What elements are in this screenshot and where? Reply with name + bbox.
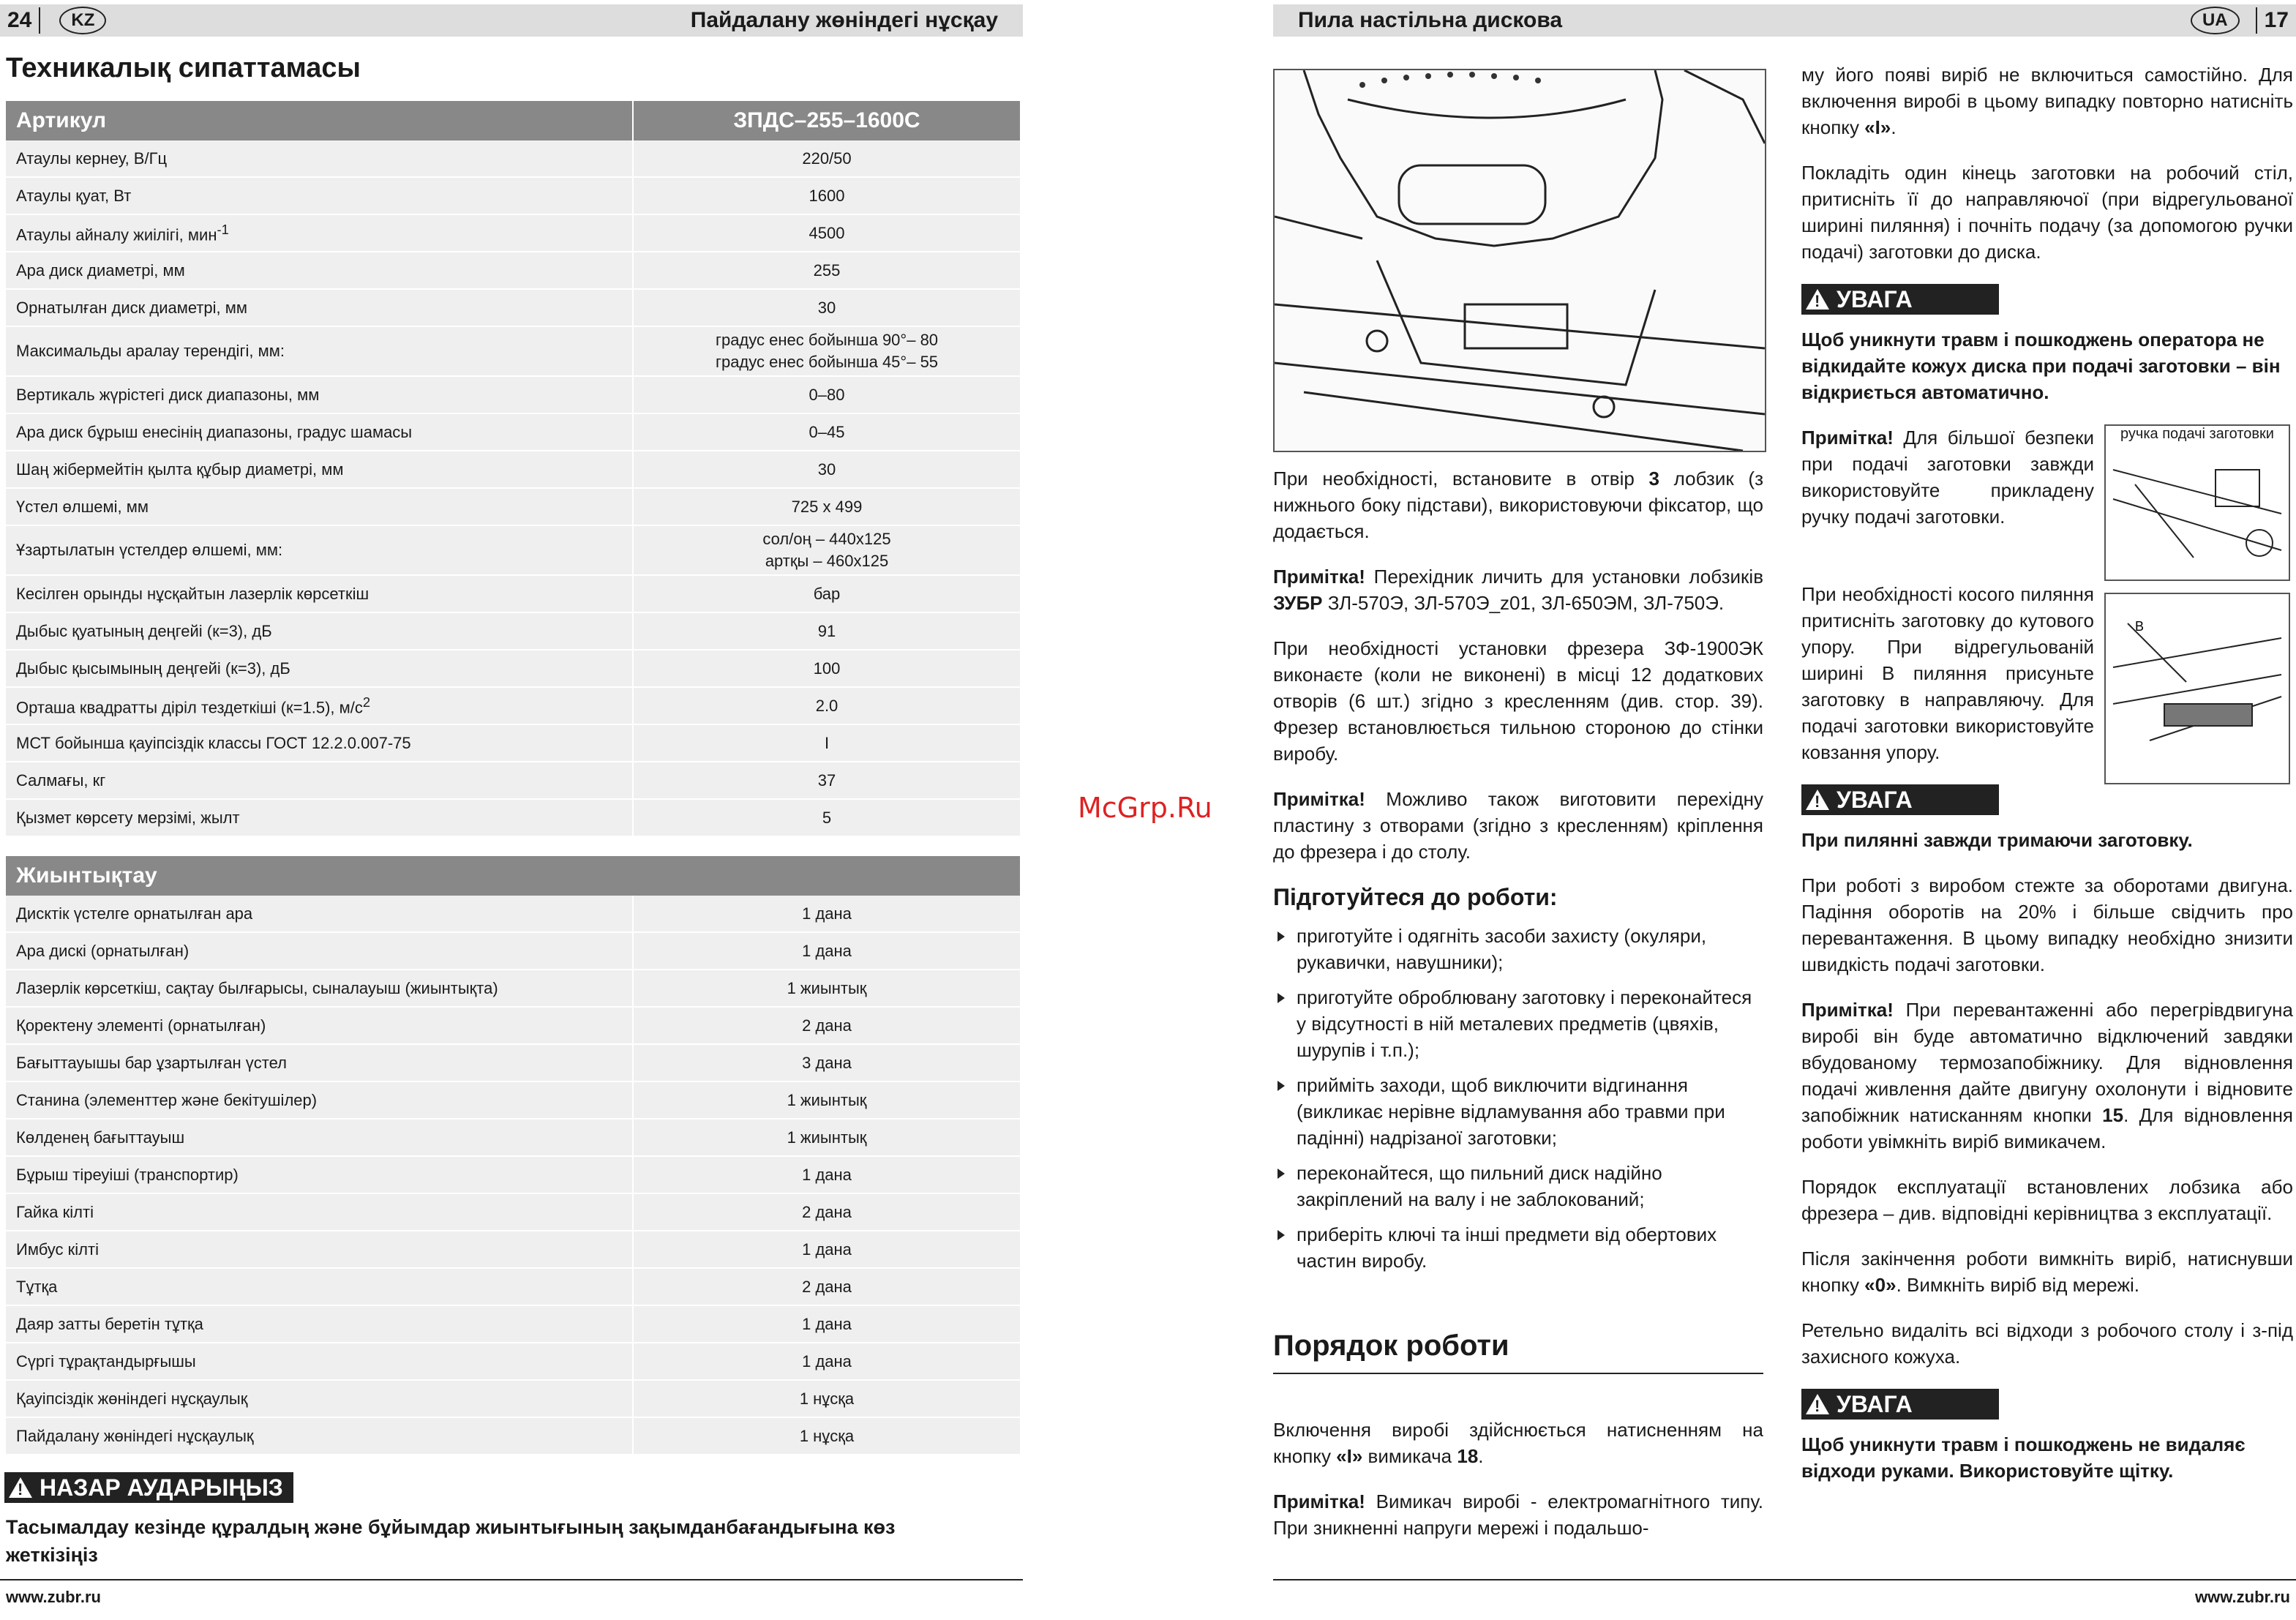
- watermark-text: McGrp.Ru: [1078, 792, 1212, 824]
- paragraph: му його появі виріб не включиться самостійно. Для включення виробі в цьому випадку повторно натисніть кнопку «I».: [1801, 64, 2293, 138]
- spec-label: [6, 575, 633, 612]
- kit-label: [6, 1231, 633, 1268]
- spec-label: [6, 376, 633, 413]
- spec-label-text: Шаң жібермейтін қылта құбыр диаметрі, мм: [16, 460, 344, 479]
- spec-value-text: 220/50: [802, 149, 852, 168]
- kit-label: [6, 1268, 633, 1305]
- spec-row: [6, 413, 1020, 451]
- spec-value-text: 0–45: [809, 422, 845, 441]
- spec-value: [633, 488, 1020, 525]
- kit-value-text: 3 дана: [802, 1053, 852, 1072]
- kit-value: [633, 1193, 1020, 1231]
- spec-value: [633, 214, 1020, 252]
- spec-row: [6, 214, 1020, 252]
- spec-label-text: Атаулы кернеу, В/Гц: [16, 149, 168, 168]
- superscript: -1: [217, 221, 229, 237]
- kit-value: [633, 1007, 1020, 1044]
- spec-value-text: сол/оң – 440х125: [762, 530, 891, 548]
- kit-label-text: Қоректену элементі (орнатылған): [16, 1016, 266, 1035]
- spec-value: [633, 650, 1020, 687]
- kit-label: [6, 1343, 633, 1380]
- kit-row: [6, 1007, 1020, 1044]
- lang-badge: UA: [2191, 7, 2240, 34]
- spec-row: [6, 525, 1020, 575]
- spec-value-text: 4500: [809, 223, 845, 242]
- spec-row: [6, 177, 1020, 214]
- left-footer[interactable]: www.zubr.ru: [6, 1588, 101, 1606]
- kit-value-text: 1 дана: [802, 1165, 852, 1184]
- kit-label-text: Ара дискі (орнатылған): [16, 941, 190, 960]
- spec-label-text: МСТ бойынша қауіпсіздік классы ГОСТ 12.2.0.007-75: [16, 733, 411, 752]
- kit-label: [6, 1156, 633, 1193]
- spec-label: [6, 488, 633, 525]
- spec-label-text: Орташа квадратты діріл тездеткіші (к=1.5), м/с: [16, 698, 363, 717]
- kit-value: [633, 1417, 1020, 1455]
- paragraph: При роботі з виробом стежте за оборотами двигуна. Падіння оборотів на 20% і більше свідчить про перевантаження. В цьому випадку необхідно знизити швидкість подачі заготовки.: [1801, 874, 2293, 975]
- kit-value: [633, 1044, 1020, 1081]
- paragraph-note: Примітка! Можливо також виготовити перехідну пластину з отворами (згідно з кресленням) кріплення до фрезера і до столу.: [1273, 788, 1763, 863]
- kit-value: [633, 1081, 1020, 1119]
- warning-label: НАЗАР АУДАРЫҢЫЗ: [40, 1474, 283, 1501]
- kit-label-text: Бұрыш тіреуіші (транспортир): [16, 1165, 239, 1184]
- kit-table: [6, 856, 1020, 1455]
- kit-value: [633, 932, 1020, 970]
- kit-value-text: 2 дана: [802, 1016, 852, 1035]
- spec-label-text: Дыбыс қуатының деңгейі (к=3), дБ: [16, 621, 272, 640]
- spec-value-text: 5: [822, 808, 832, 827]
- kit-label: [6, 970, 633, 1007]
- feed-handle-figure: [2104, 424, 2290, 581]
- kit-label: [6, 896, 633, 932]
- spec-row: [6, 799, 1020, 836]
- kit-label: [6, 1305, 633, 1343]
- spec-table: [6, 101, 1020, 837]
- warning-icon: [9, 1477, 32, 1498]
- right-footer[interactable]: www.zubr.ru: [2195, 1588, 2290, 1606]
- kit-value: [633, 970, 1020, 1007]
- left-page: [0, 0, 1023, 1617]
- figure-caption: ручка подачі заготовки: [2106, 426, 2289, 443]
- kit-value-text: 1 жиынтық: [787, 1090, 867, 1109]
- kit-value-text: 1 нұсқа: [799, 1389, 855, 1408]
- spec-value-text: 255: [813, 260, 841, 280]
- spec-label: [6, 289, 633, 326]
- kit-value: [633, 1156, 1020, 1193]
- spec-value: [633, 724, 1020, 762]
- spec-row: [6, 612, 1020, 650]
- warning-badge: ! УВАГА: [1801, 284, 1999, 315]
- figure-label-b: В: [2135, 619, 2145, 634]
- spec-value-text: градус енес бойынша 90°– 80: [715, 331, 939, 349]
- kit-label-text: Дисктік үстелге орнатылған ара: [16, 904, 253, 923]
- feed-handle-illustration: [2106, 426, 2289, 580]
- right-footer-rule: [1273, 1579, 2296, 1580]
- spec-label-text: Ұзартылатын үстелдер өлшемі, мм:: [16, 541, 283, 559]
- spec-value-text: градус енес бойынша 45°– 55: [715, 353, 939, 371]
- spec-value-text: 37: [817, 770, 836, 790]
- left-warning: [4, 1472, 293, 1503]
- kit-value-text: 1 дана: [802, 1351, 852, 1370]
- spec-label: [6, 724, 633, 762]
- spec-value-text: 725 х 499: [791, 497, 863, 516]
- spec-value: [633, 140, 1020, 177]
- spec-row: [6, 376, 1020, 413]
- spec-value: [633, 687, 1020, 724]
- spec-label: [6, 612, 633, 650]
- spec-row: [6, 451, 1020, 488]
- prep-list: [1273, 923, 1763, 1274]
- warning-text: Щоб уникнути травм і пошкоджень оператора не відкидайте кожух диска при подачі заготовки – він відкриється автоматично.: [1801, 329, 2281, 403]
- spec-label-text: Дыбыс қысымының деңгейі (к=3), дБ: [16, 659, 290, 678]
- kit-label-text: Тұтқа: [16, 1277, 58, 1296]
- jigsaw-figure: [1273, 69, 1766, 452]
- list-item: приготуйте оброблювану заготовку і переконайтеся у відсутності в ній металевих предметів (цвяхів, шурупів і т.п.);: [1273, 984, 1763, 1063]
- spec-value-text: бар: [813, 584, 841, 603]
- warning-icon: [1806, 1394, 1829, 1414]
- right-header: [1273, 4, 2296, 37]
- spec-row: [6, 488, 1020, 525]
- miter-illustration: [2106, 594, 2289, 783]
- list-item: переконайтеся, що пильний диск надійно закріплений на валу і не заблокований;: [1273, 1160, 1763, 1212]
- kit-label: [6, 932, 633, 970]
- spec-label: [6, 413, 633, 451]
- kit-row: [6, 1193, 1020, 1231]
- spec-row: [6, 289, 1020, 326]
- right-page: [1273, 0, 2296, 1617]
- paragraph: Після закінчення роботи вимкніть виріб, натиснувши кнопку «0». Вимкніть виріб від мережі.: [1801, 1248, 2293, 1296]
- page-number: 17: [2264, 8, 2289, 32]
- spec-value: [633, 525, 1020, 575]
- paragraph: При необхідності косого пиляння притисніть заготовку до кутового упору. При відрегульованій ширині В пиляння присуньте заготовку в направляючу. Для подачі заготовки використовуйте ковзання упору.: [1801, 583, 2094, 763]
- kit-row: [6, 1417, 1020, 1455]
- kit-row: [6, 932, 1020, 970]
- spec-row: [6, 687, 1020, 724]
- header-title: Пила настільна дискова: [1298, 8, 1563, 32]
- right-column-1: [1273, 465, 1763, 1560]
- warning-badge: ! УВАГА: [1801, 784, 1999, 815]
- kit-label-text: Сүргі тұрақтандырғышы: [16, 1351, 196, 1370]
- header-divider: [39, 7, 40, 34]
- spec-label: [6, 140, 633, 177]
- kit-label-text: Пайдалану жөніндегі нұсқаулық: [16, 1426, 254, 1445]
- warning-text: Щоб уникнути травм і пошкоджень не видаляє відходи руками. Використовуйте щітку.: [1801, 1433, 2246, 1482]
- spec-value-text: 30: [817, 460, 836, 479]
- spec-value: [633, 177, 1020, 214]
- kit-row: [6, 1044, 1020, 1081]
- list-item: прийміть заходи, щоб виключити відгинання (викликає нерівне відламування або травми при падінні) надрізаної заготовки;: [1273, 1072, 1763, 1151]
- superscript: 2: [362, 694, 371, 710]
- spec-header-model: ЗПДС–255–1600С: [633, 101, 1020, 140]
- paragraph-note: Примітка! Перехідник личить для установки лобзиків ЗУБР ЗЛ-570Э, ЗЛ-570Э_z01, ЗЛ-650ЭМ, ЗЛ-750Э.: [1273, 566, 1763, 614]
- spec-value: [633, 451, 1020, 488]
- kit-label-text: Гайка кілті: [16, 1202, 94, 1221]
- spec-label-text: Салмағы, кг: [16, 770, 106, 790]
- kit-value-text: 2 дана: [802, 1202, 852, 1221]
- note-with-figure: [1801, 424, 2293, 581]
- spec-row: [6, 326, 1020, 376]
- paragraph-note: Примітка! При перевантаженні або перегрівдвигуна виробі він буде автоматично відключений завдяки вбудованому термозапобіжнику. Для відновлення подачі живлення дайте двигуну охолонути і відновите запобіжник натисканням кнопки 15. Для відновлення роботи увімкніть виріб вимикачем.: [1801, 999, 2294, 1152]
- kit-label: [6, 1081, 633, 1119]
- spec-value: [633, 289, 1020, 326]
- spec-label: [6, 687, 633, 724]
- kit-value: [633, 1119, 1020, 1156]
- kit-value-text: 1 дана: [802, 941, 852, 960]
- paragraph: При необхідності, встановите в отвір 3 лобзик (з нижнього боку підстави), використовуючи фіксатор, що додається.: [1273, 468, 1763, 542]
- kit-value-text: 1 жиынтық: [787, 1128, 867, 1147]
- kit-row: [6, 1119, 1020, 1156]
- kit-row: [6, 1268, 1020, 1305]
- spec-label: [6, 525, 633, 575]
- spec-label-text: Максимальды аралау терендігі, мм:: [16, 342, 285, 360]
- spec-value-text: I: [824, 733, 830, 752]
- spec-row: [6, 762, 1020, 799]
- spec-label-text: Ара диск бұрыш енесінің диапазоны, градус шамасы: [16, 422, 413, 441]
- spec-header-article: Артикул: [6, 101, 633, 140]
- kit-value: [633, 1343, 1020, 1380]
- header-divider: [2256, 7, 2257, 34]
- spec-value-text: 100: [813, 659, 841, 678]
- spec-label-text: Орнатылған диск диаметрі, мм: [16, 298, 248, 317]
- list-item: приберіть ключі та інші предмети від обертових частин виробу.: [1273, 1221, 1763, 1274]
- order-title-rule: [1273, 1373, 1763, 1374]
- kit-label-text: Көлденең бағыттауыш: [16, 1128, 185, 1147]
- order-title: Порядок роботи: [1273, 1330, 1509, 1362]
- paragraph: При необхідності установки фрезера ЗФ-1900ЭК виконаєте (коли не виконені) в місці 12 додаткових отворів (6 шт.) згідно з кресленням (див. стор. 39). Фрезер встановлюється тильною стороною до стінки виробу.: [1273, 637, 1763, 765]
- kit-label-text: Қауіпсіздік жөніндегі нұсқаулық: [16, 1389, 248, 1408]
- kit-row: [6, 1231, 1020, 1268]
- spec-value-text: 30: [817, 298, 836, 317]
- kit-value-text: 1 жиынтық: [787, 978, 867, 997]
- kit-row: [6, 1343, 1020, 1380]
- spec-row: [6, 724, 1020, 762]
- spec-label: [6, 326, 633, 376]
- spec-row: [6, 252, 1020, 289]
- spec-value-text: артқы – 460х125: [765, 552, 889, 570]
- note-with-figure: [1801, 581, 2293, 784]
- kit-label-text: Станина (элементтер және бекітушілер): [16, 1090, 318, 1109]
- kit-value: [633, 1380, 1020, 1417]
- kit-label: [6, 1044, 633, 1081]
- kit-value-text: 1 нұсқа: [799, 1426, 855, 1445]
- page-number: 24: [7, 8, 32, 32]
- kit-row: [6, 1081, 1020, 1119]
- kit-label-text: Даяр затты беретін тұтқа: [16, 1314, 203, 1333]
- kit-value: [633, 1305, 1020, 1343]
- spec-row: [6, 650, 1020, 687]
- spec-label: [6, 451, 633, 488]
- kit-value-text: 1 дана: [802, 1240, 852, 1259]
- spec-row: [6, 140, 1020, 177]
- section-title: Техникалық сипаттамасы: [6, 53, 361, 83]
- kit-label-text: Бағыттауышы бар ұзартылған үстел: [16, 1053, 287, 1072]
- miter-figure: [2104, 593, 2290, 784]
- spec-label: [6, 252, 633, 289]
- kit-value-text: 2 дана: [802, 1277, 852, 1296]
- header-title: Пайдалану жөніндегі нұсқау: [690, 8, 998, 32]
- spec-label-text: Ара диск диаметрі, мм: [16, 260, 185, 280]
- paragraph-note: Примітка! Для більшої безпеки при подачі заготовки завжди використовуйте прикладену ручку подачі заготовки.: [1801, 427, 2094, 528]
- kit-value: [633, 896, 1020, 932]
- spec-value: [633, 326, 1020, 376]
- spec-value: [633, 612, 1020, 650]
- paragraph: Покладіть один кінець заготовки на робочий стіл, притисніть її до направляючої (при відрегульованої ширині пиляння) і почніть подачу (за допомогою ручки подачі) заготовки до диска.: [1801, 162, 2293, 263]
- warning-badge: [4, 1472, 293, 1503]
- warning-icon: [1806, 790, 1829, 810]
- warning-text: Тасымалдау кезінде құралдың және бұйымдар жиынтығының зақымданбағандығына көз жеткізіңіз: [6, 1516, 896, 1566]
- kit-label: [6, 1193, 633, 1231]
- spec-label: [6, 214, 633, 252]
- paragraph: Включення виробі здійснюється натисненням на кнопку «I» вимикача 18.: [1273, 1419, 1763, 1467]
- spec-label: [6, 799, 633, 836]
- spec-label-text: Кесілген орынды нұсқайтын лазерлік көрсеткіш: [16, 584, 369, 603]
- kit-label: [6, 1119, 633, 1156]
- spec-label-text: Атаулы айналу жиілігі, мин: [16, 225, 217, 244]
- kit-row: [6, 896, 1020, 932]
- warning-text: При пилянні завжди тримаючи заготовку.: [1801, 829, 2193, 851]
- kit-value-text: 1 дана: [802, 904, 852, 923]
- spec-value: [633, 252, 1020, 289]
- spec-label-text: Қызмет көрсету мерзімі, жылт: [16, 808, 240, 827]
- spec-row: [6, 575, 1020, 612]
- spec-value-text: 0–80: [809, 385, 845, 404]
- kit-label-text: Лазерлік көрсеткіш, сақтау былғарысы, сыналауыш (жиынтықта): [16, 978, 498, 997]
- left-header: [0, 4, 1023, 37]
- kit-row: [6, 1156, 1020, 1193]
- warning-icon: [1806, 289, 1829, 310]
- spec-value: [633, 376, 1020, 413]
- spec-label: [6, 177, 633, 214]
- paragraph: Порядок експлуатації встановлених лобзика або фрезера – див. відповідні керівництва з експлуатації.: [1801, 1176, 2293, 1224]
- paragraph: Ретельно видаліть всі відходи з робочого столу і з-під захисного кожуха.: [1801, 1319, 2293, 1368]
- spec-label-text: Вертикаль жүрістегі диск диапазоны, мм: [16, 385, 320, 404]
- prep-title: Підготуйтеся до роботи:: [1273, 884, 1558, 910]
- spec-value-text: 2.0: [815, 696, 839, 715]
- spec-value: [633, 575, 1020, 612]
- right-column-2: [1801, 61, 2293, 1503]
- kit-header: Жиынтықтау: [6, 856, 1020, 896]
- paragraph-note: Примітка! Вимикач виробі - електромагнітного типу. При зникненні напруги мережі і подальшо-: [1273, 1490, 1763, 1539]
- spec-label-text: Үстел өлшемі, мм: [16, 497, 149, 516]
- kit-row: [6, 1305, 1020, 1343]
- spec-value: [633, 762, 1020, 799]
- kit-value: [633, 1231, 1020, 1268]
- list-item: приготуйте і одягніть засоби захисту (окуляри, рукавички, навушники);: [1273, 923, 1763, 975]
- kit-row: [6, 1380, 1020, 1417]
- kit-row: [6, 970, 1020, 1007]
- spec-value: [633, 799, 1020, 836]
- spec-label-text: Атаулы қуат, Вт: [16, 186, 132, 205]
- spec-value-text: 91: [817, 621, 836, 640]
- kit-value-text: 1 дана: [802, 1314, 852, 1333]
- left-footer-rule: [0, 1579, 1023, 1580]
- spec-label: [6, 762, 633, 799]
- jigsaw-illustration: [1275, 70, 1765, 451]
- warning-badge: ! УВАГА: [1801, 1389, 1999, 1420]
- lang-badge: KZ: [59, 7, 106, 34]
- spec-value: [633, 413, 1020, 451]
- kit-label-text: Имбус кілті: [16, 1240, 99, 1259]
- kit-label: [6, 1007, 633, 1044]
- kit-label: [6, 1380, 633, 1417]
- kit-label: [6, 1417, 633, 1455]
- kit-value: [633, 1268, 1020, 1305]
- spec-label: [6, 650, 633, 687]
- spec-value-text: 1600: [809, 186, 845, 205]
